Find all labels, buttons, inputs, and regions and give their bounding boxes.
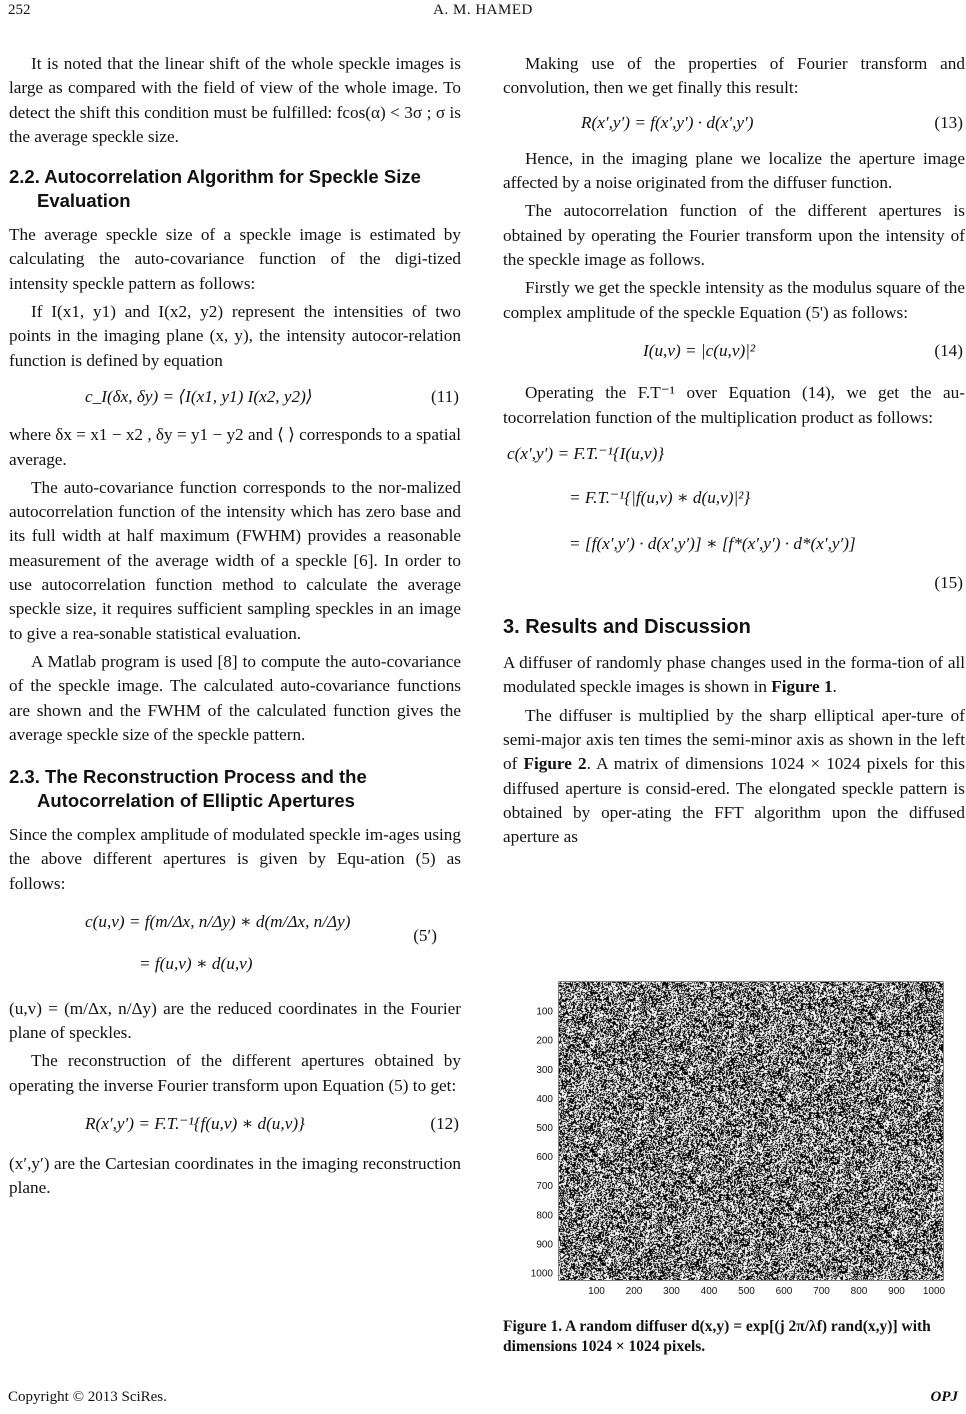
figure-1-ref: Figure 1 [771, 677, 833, 697]
x-tick-label: 1000 [922, 1286, 946, 1297]
equation-15a [503, 442, 965, 466]
paragraph-elliptical-text-2: . A matrix of dimensions 1024 × 1024 pixels for this diffused aperture is consid-ered. The elongated speckle pattern is obtained by oper-ating the FFT algorithm upon the diffused aperture as [503, 754, 965, 847]
paragraph-diffuser-text: A diffuser of randomly phase changes used in the forma-tion of all modulated speckle images is shown in [503, 653, 965, 697]
x-tick-label: 600 [775, 1286, 793, 1297]
y-tick-label: 400 [536, 1093, 553, 1105]
figure-1-caption: Figure 1. A random diffuser d(x,y) = exp[(j 2π/λf) rand(x,y)] with dimensions 1024 × 1024 pixels. [503, 1318, 931, 1355]
equation-14 [503, 339, 965, 363]
equation-14-number: (14) [934, 340, 963, 360]
equation-15a-body: c(x′,y′) = F.T.⁻¹{I(u,v)} [507, 443, 665, 463]
paragraph-complex-amplitude: Since the complex amplitude of modulated speckle im-ages using the above different apertures is given by Equ-ation (5) as follows: [9, 825, 461, 893]
paragraph-imaging-plane: Hence, in the imaging plane we localize the aperture image affected by a noise originated from the diffuser function. [503, 148, 965, 193]
equation-5b-body: = f(u,v) ∗ d(u,v) [139, 954, 253, 974]
equation-5-number: (5′) [413, 926, 437, 946]
paragraph-reduced-coordinates: (u,v) = (m/Δx, n/Δy) are the reduced coordinates in the Fourier plane of speckles. [9, 998, 461, 1042]
paragraph-fourier-properties: Making use of the properties of Fourier transform and convolution, then we get finally this result: [503, 54, 965, 98]
section-heading-2-2: 2.2. Autocorrelation Algorithm for Speckle Size Evaluation [9, 166, 421, 212]
paragraph-diffuser: A diffuser of randomly phase changes used in the forma-tion of all modulated speckle images is shown in Figure 1. [503, 653, 965, 697]
y-tick-label: 300 [536, 1064, 553, 1076]
y-tick-label: 500 [536, 1123, 553, 1135]
equation-13-number: (13) [934, 112, 963, 132]
equation-15c-body: = [f(x′,y′) · d(x′,y′)] ∗ [f*(x′,y′) · d*(x′,y′)] [569, 534, 856, 554]
equation-15c [503, 532, 965, 556]
x-tick-label: 800 [850, 1286, 868, 1297]
paragraph-operating-ft: Operating the F.T⁻¹ over Equation (14), we get the au-tocorrelation function of the multiplication product as follows: [503, 383, 965, 427]
equation-11-number: (11) [431, 386, 459, 406]
equation-11-body: c_I(δx, δy) = ⟨I(x1, y1) I(x2, y2)⟩ [85, 386, 313, 406]
paragraph-elliptical-text: The diffuser is multiplied by the sharp elliptical aper-ture of semi-major axis ten times the semi-minor axis as shown in the left of [503, 705, 965, 774]
x-axis-ticks [588, 1286, 945, 1297]
equation-15b [503, 486, 965, 510]
left-column [9, 52, 461, 1205]
equation-5a [9, 910, 461, 934]
x-tick-label: 100 [588, 1286, 605, 1297]
figure-1-plot [503, 968, 965, 1308]
right-column [503, 52, 965, 853]
footer-copyright: Copyright © 2013 SciRes. [8, 1389, 167, 1405]
equation-14-body: I(u,v) = |c(u,v)|² [643, 340, 756, 360]
page-number: 252 [8, 2, 31, 18]
equation-15b-body: = F.T.⁻¹{|f(u,v) ∗ d(u,v)|²} [569, 488, 751, 508]
random-diffuser-noise [559, 982, 943, 1280]
equation-12-body: R(x′,y′) = F.T.⁻¹{f(u,v) ∗ d(u,v)} [85, 1113, 305, 1133]
paragraph-matlab: A Matlab program is used [8] to compute the auto-covariance of the speckle image. The calculated auto-covariance functions are shown and the FWHM of the calculated function gives the average speckle size of the speckle pattern. [9, 651, 461, 744]
paragraph-speckle-size: The average speckle size of a speckle image is estimated by calculating the auto-covariance function of the digi-tized intensity speckle pattern as follows: [9, 225, 461, 293]
paragraph-intensity-points: If I(x1, y1) and I(x2, y2) represent the intensities of two points in the imaging plane (x, y), the intensity autocor-relation function is defined by equation [9, 302, 461, 370]
noise-image [559, 982, 943, 1280]
equation-13 [503, 111, 965, 135]
x-tick-label: 900 [888, 1286, 905, 1297]
section-heading-3: 3. Results and Discussion [503, 615, 751, 638]
equation-15-number: (15) [934, 572, 963, 592]
paragraph-shift-condition: It is noted that the linear shift of the whole speckle images is large as compared with the field of view of the whole image. To detect the shift this condition must be fulfilled: fcos(α) < 3σ ; σ is the average speckle size. [9, 54, 461, 146]
y-axis-ticks [531, 1007, 554, 1280]
y-tick-label: 900 [536, 1239, 553, 1251]
equation-5a-body: c(u,v) = f(m/Δx, n/Δy) ∗ d(m/Δx, n/Δy) [85, 912, 351, 932]
paragraph-speckle-intensity: Firstly we get the speckle intensity as the modulus square of the complex amplitude of the speckle Equation (5') as follows: [503, 278, 965, 322]
x-tick-label: 500 [738, 1286, 755, 1297]
equation-13-body: R(x′,y′) = f(x′,y′) · d(x′,y′) [581, 112, 754, 132]
y-tick-label: 200 [536, 1035, 553, 1047]
paragraph-elliptical-aperture [503, 704, 965, 850]
section-heading-2-3: 2.3. The Reconstruction Process and the Autocorrelation of Elliptic Apertures [9, 766, 367, 812]
x-tick-label: 400 [700, 1286, 718, 1297]
paragraph-cartesian: (x′,y′) are the Cartesian coordinates in the imaging reconstruction plane. [9, 1154, 461, 1198]
y-tick-label: 600 [536, 1152, 553, 1164]
x-tick-label: 300 [663, 1286, 680, 1297]
equation-11 [9, 385, 461, 409]
equation-12 [9, 1112, 461, 1136]
equation-12-number: (12) [430, 1113, 459, 1133]
equation-5b [9, 926, 461, 976]
y-tick-label: 1000 [530, 1268, 553, 1280]
figure-2-ref: Figure 2 [523, 754, 587, 774]
paragraph-where: where δx = x1 − x2 , δy = y1 − y2 and ⟨ ⟩ corresponds to a spatial average. [9, 425, 461, 469]
x-tick-label: 700 [813, 1286, 830, 1297]
paragraph-reconstruction: The reconstruction of the different apertures obtained by operating the inverse Fourier transform upon Equation (5) to get: [9, 1051, 461, 1095]
paragraph-autocorrelation-apertures: The autocorrelation function of the different apertures is obtained by operating the Fourier transform upon the intensity of the speckle image as follows. [503, 201, 965, 270]
equation-15-number-row [503, 571, 965, 595]
paragraph-auto-covariance: The auto-covariance function corresponds to the nor-malized autocorrelation function of the intensity which has zero base and its full width at half maximum (FWHM) provides a reasonable measurement of the average width of a speckle [6]. In order to use autocorrelation function method to calculate the average speckle size, it requires sufficient sampling speckles in an image to give a rea-sonable statistical evaluation. [9, 477, 461, 643]
figure-1 [503, 968, 965, 1313]
footer-journal: OPJ [930, 1389, 958, 1405]
y-tick-label: 800 [536, 1210, 553, 1222]
running-header-author: A. M. HAMED [433, 2, 533, 18]
y-tick-label: 700 [536, 1181, 553, 1193]
x-tick-label: 200 [625, 1286, 643, 1297]
y-tick-label: 100 [536, 1006, 553, 1018]
